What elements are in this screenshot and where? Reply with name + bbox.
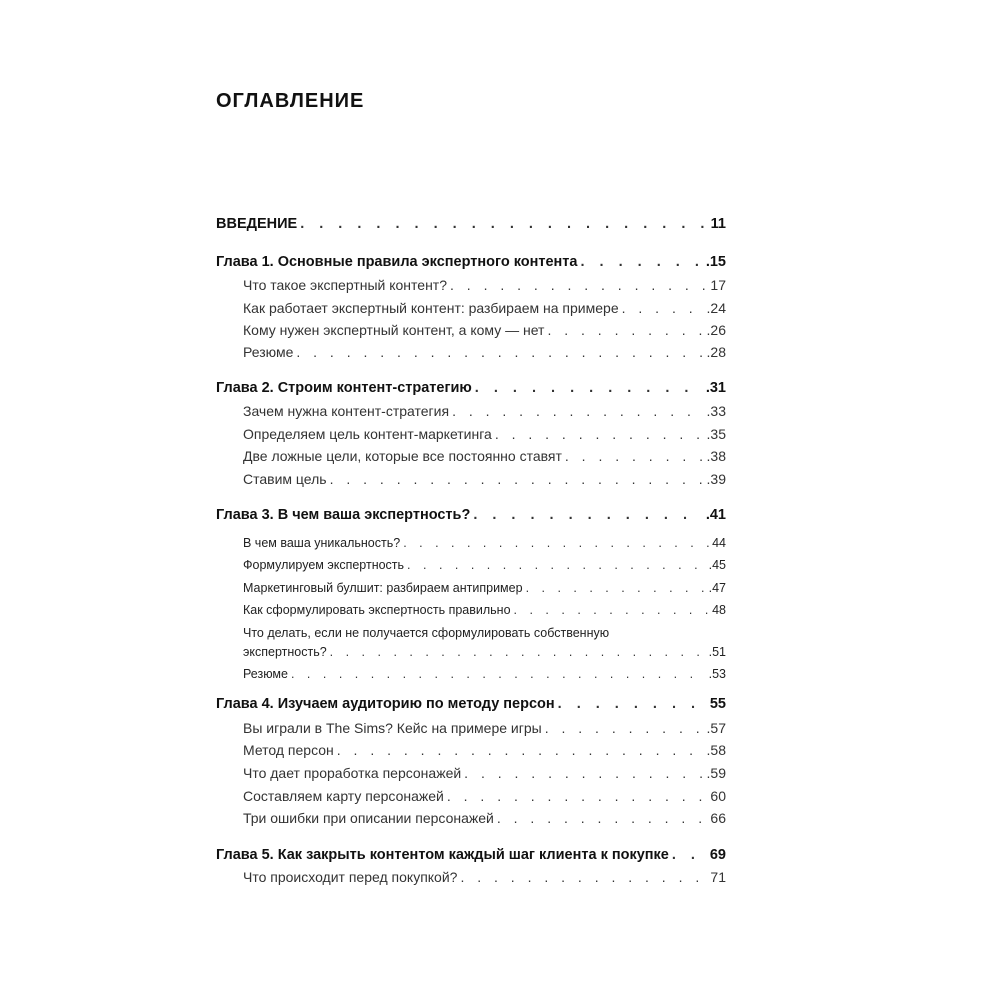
toc-entry-page: .59 [706,765,726,781]
toc-section [243,401,726,421]
dot-leader [497,808,708,828]
toc-entry-page: .47 [708,581,726,595]
toc-section [243,275,726,295]
toc-entry-page: 66 [710,810,726,826]
dot-leader [447,786,708,806]
dot-leader [514,600,710,620]
toc-entry-label: Что такое экспертный контент? [243,277,448,293]
toc-entry-page: 48 [712,603,726,617]
toc-entry-page: .28 [706,344,726,360]
toc-entry-label: Что дает проработка персонажей [243,765,462,781]
toc-entry-label: Ставим цель [243,471,327,487]
toc-entry-page: .15 [705,254,726,270]
toc-entry-page: .51 [708,645,726,659]
dot-leader [495,424,704,444]
dot-leader [330,469,704,489]
toc-entry-label: Метод персон [243,742,334,758]
toc-entry-page: 11 [710,216,726,232]
toc-entry-label: ВВЕДЕНИЕ [216,216,298,232]
toc-entry-label: Резюме [243,667,288,681]
dot-leader [473,505,703,525]
toc-entry-label: Глава 5. Как закрыть контентом каждый шаг клиента к покупке [216,847,669,863]
toc-entry-label: Резюме [243,344,294,360]
toc-entry-page: .45 [708,558,726,572]
dot-leader [526,578,706,598]
dot-leader [545,718,704,738]
toc-entry-page: 44 [712,536,726,550]
toc-section [243,740,726,760]
dot-leader [558,694,707,714]
toc-entry-page: .41 [705,507,726,523]
toc-entry-label: Кому нужен экспертный контент, а кому — нет [243,322,545,338]
toc-section [243,320,726,340]
toc-section [243,533,726,553]
toc-entry-page: 69 [709,847,726,863]
toc-entry-label: Что происходит перед покупкой? [243,869,458,885]
dot-leader [291,664,706,684]
dot-leader [460,867,707,887]
toc-section [243,867,726,887]
toc-entry-label: Глава 2. Строим контент-стратегию [216,380,472,396]
dot-leader [622,298,704,318]
dot-leader [464,763,703,783]
toc-entry-page: .58 [706,742,726,758]
table-of-contents [216,0,726,1000]
toc-chapter-2 [216,378,726,398]
toc-section [243,578,726,598]
toc-entry-page: .38 [706,448,726,464]
toc-chapter-4 [216,694,726,714]
toc-section [243,600,726,620]
toc-entry-label: Глава 1. Основные правила экспертного контента [216,254,578,270]
toc-section [243,718,726,738]
dot-leader [475,378,703,398]
toc-entry-label: Вы играли в The Sims? Кейс на примере игры [243,720,542,736]
toc-section [243,786,726,806]
toc-section [243,555,726,575]
page-title: ОГЛАВЛЕНИЕ [216,90,365,112]
toc-chapter-3 [216,505,726,525]
toc-entry-label: В чем ваша уникальность? [243,536,401,550]
dot-leader [300,214,707,234]
dot-leader [407,555,706,575]
toc-entry-page: .31 [705,380,726,396]
toc-entry-label: Маркетинговый булшит: разбираем антипример [243,581,523,595]
toc-entry-introduction [216,214,726,234]
toc-chapter-1 [216,252,726,272]
toc-entry-label-line1: Что делать, если не получается сформулировать собственную [243,626,610,640]
toc-entry-label: Глава 3. В чем ваша экспертность? [216,507,471,523]
dot-leader [450,275,707,295]
dot-leader [330,642,706,662]
toc-section [243,763,726,783]
toc-entry-page: .26 [706,322,726,338]
toc-entry-label: Формулируем экспертность [243,558,405,572]
toc-entry-label: Глава 4. Изучаем аудиторию по методу персон [216,696,555,712]
toc-entry-label: экспертность? [243,645,327,659]
toc-section [243,469,726,489]
toc-entry-label: Составляем карту персонажей [243,788,444,804]
toc-entry-label: Зачем нужна контент-стратегия [243,403,450,419]
dot-leader [565,446,704,466]
toc-chapter-5 [216,845,726,865]
toc-entry-page: .57 [706,720,726,736]
toc-entry-page: 55 [709,696,726,712]
toc-section [243,342,726,362]
toc-entry-page: 60 [710,788,726,804]
dot-leader [403,533,709,553]
toc-entry-label: Определяем цель контент-маркетинга [243,426,492,442]
dot-leader [672,845,707,865]
toc-entry-page: 17 [710,277,726,293]
toc-section [243,664,726,684]
toc-section [243,424,726,444]
dot-leader [547,320,703,340]
toc-entry-page: .39 [706,471,726,487]
toc-section [243,298,726,318]
dot-leader [337,740,704,760]
toc-entry-page: 71 [710,869,726,885]
toc-entry-label: Две ложные цели, которые все постоянно ставят [243,448,562,464]
toc-entry-page: .35 [706,426,726,442]
toc-entry-label: Как работает экспертный контент: разбираем на примере [243,300,619,316]
toc-section [243,808,726,828]
toc-entry-page: .33 [706,403,726,419]
dot-leader [296,342,703,362]
toc-entry-label: Три ошибки при описании персонажей [243,810,494,826]
toc-section [243,446,726,466]
toc-entry-label: Как сформулировать экспертность правильно [243,603,511,617]
dot-leader [452,401,703,421]
toc-entry-page: .24 [706,300,726,316]
dot-leader [580,252,702,272]
toc-entry-page: .53 [708,667,726,681]
toc-section [243,642,726,662]
